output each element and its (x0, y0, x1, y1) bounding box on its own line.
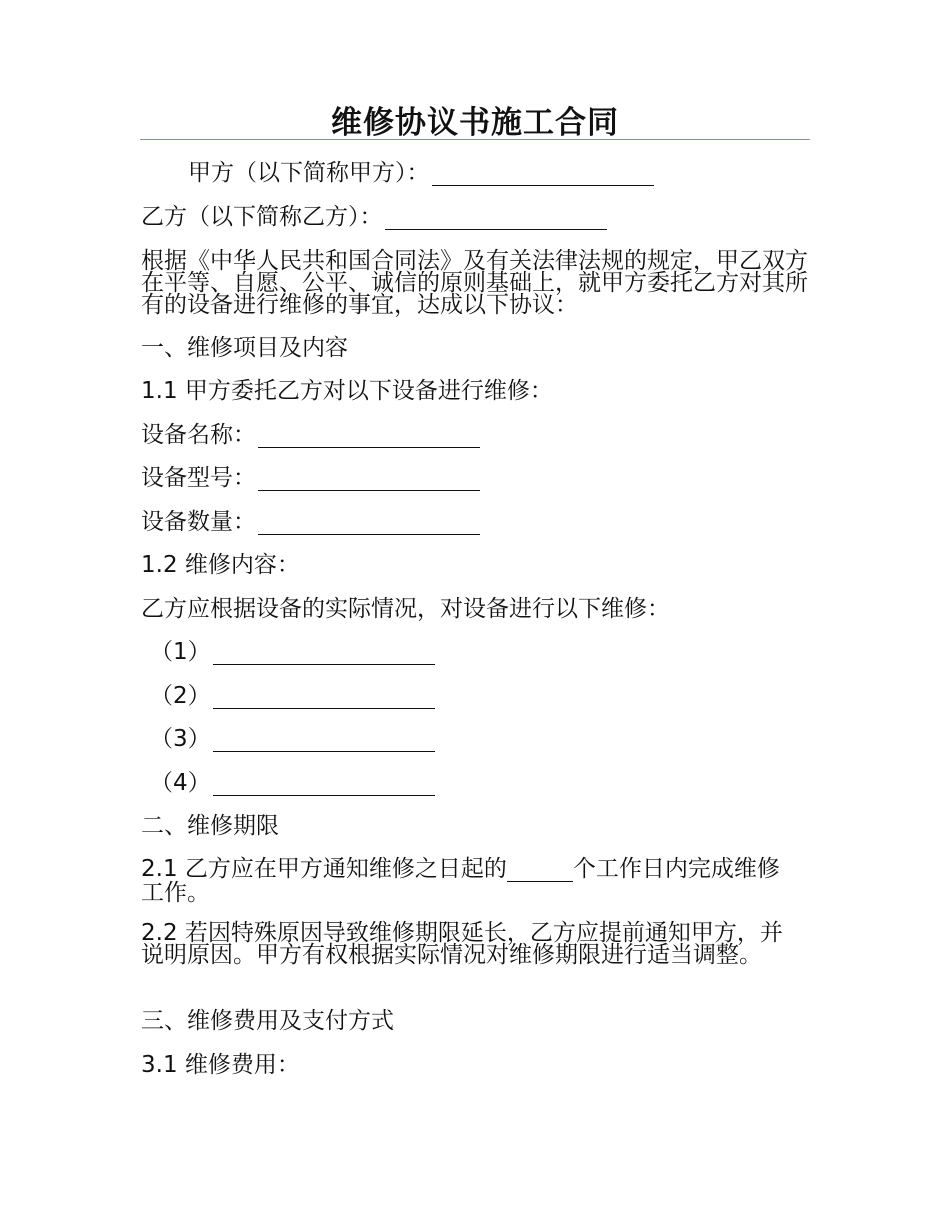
clause-2-1-end: 个工作日内完成维修工作。 (141, 856, 780, 906)
repair-item-blank (213, 684, 435, 709)
title-underline (140, 139, 810, 140)
equipment-model-line (141, 463, 811, 493)
party-b-line (141, 202, 811, 232)
repair-item-4 (150, 768, 820, 798)
party-a-line (188, 158, 858, 188)
party-b-blank (385, 205, 607, 230)
section-2-heading: 二、维修期限 (141, 813, 279, 839)
repair-item-number: （1） (150, 639, 211, 665)
party-a-blank (432, 161, 654, 186)
repair-item-1 (150, 637, 820, 667)
clause-1-2: 1.2 维修内容： (141, 552, 300, 578)
clause-3-1: 3.1 维修费用： (141, 1052, 300, 1078)
clause-2-2: 2.2 若因特殊原因导致维修期限延长，乙方应提前通知甲方，并说明原因。甲方有权根据实际情况对维修期限进行适当调整。 (141, 920, 783, 968)
equipment-qty-line (141, 507, 811, 537)
repair-item-blank (213, 640, 435, 665)
equipment-name-line (141, 420, 811, 450)
section-1-heading: 一、维修项目及内容 (141, 335, 348, 361)
section-3-heading: 三、维修费用及支付方式 (141, 1008, 394, 1034)
repair-item-number: （3） (150, 726, 211, 752)
equipment-model-label: 设备型号： (141, 465, 256, 491)
repair-item-2 (150, 681, 820, 711)
clause-1-1: 1.1 甲方委托乙方对以下设备进行维修： (141, 378, 553, 404)
repair-intro: 乙方应根据设备的实际情况，对设备进行以下维修： (141, 596, 670, 622)
repair-item-blank (213, 771, 435, 796)
preamble-paragraph: 根据《中华人民共和国合同法》及有关法律法规的规定，甲乙双方在平等、自愿、公平、诚信的原则基础上，就甲方委托乙方对其所有的设备进行维修的事宜，达成以下协议： (141, 248, 808, 318)
clause-2-1 (141, 857, 801, 904)
document-title: 维修协议书施工合同 (331, 105, 619, 141)
party-a-label: 甲方（以下简称甲方）： (188, 160, 430, 186)
equipment-qty-blank (258, 510, 480, 535)
equipment-name-label: 设备名称： (141, 422, 256, 448)
workdays-blank (507, 857, 573, 882)
party-b-label: 乙方（以下简称乙方）： (141, 204, 383, 230)
equipment-name-blank (258, 423, 480, 448)
repair-item-number: （2） (150, 683, 211, 709)
equipment-model-blank (258, 466, 480, 491)
repair-item-number: （4） (150, 770, 211, 796)
repair-item-3 (150, 724, 820, 754)
clause-2-1-start: 2.1 乙方应在甲方通知维修之日起的 (141, 856, 507, 882)
equipment-qty-label: 设备数量： (141, 509, 256, 535)
repair-item-blank (213, 727, 435, 752)
